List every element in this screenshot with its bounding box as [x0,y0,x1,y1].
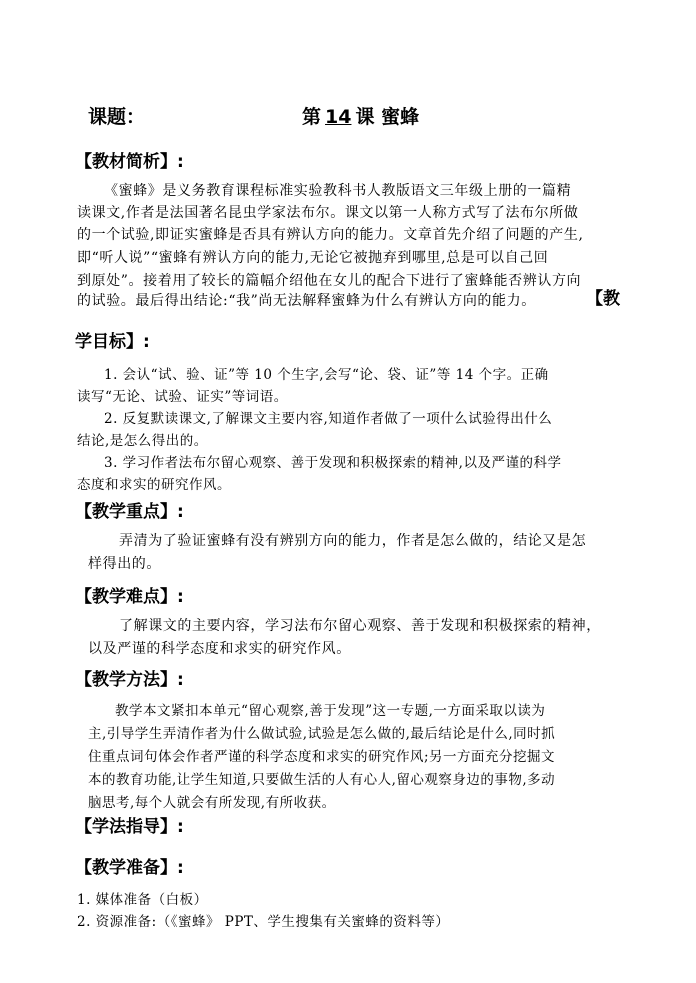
methods-line-1: 教学本文紧扣本单元“留心观察,善于发现”这一专题,一方面采取以读为 [115,703,546,719]
analysis-heading: 【教材简析】: [75,152,184,172]
lesson-prefix: 第 [302,106,322,128]
goals-line-2: 读写“无论、试验、证实”等词语。 [77,389,288,405]
preparation-heading: 【教学准备】: [75,858,184,878]
topic-label: 课题： [88,106,146,128]
guidance-heading: 【学法指导】: [75,817,184,837]
goals-line-3: 2. 反复默读课文,了解课文主要内容,知道作者做了一项什么试验得出什么 [104,411,553,427]
goals-line-5: 3. 学习作者法布尔留心观察、善于发现和积极探索的精神,以及严谨的科学 [104,455,562,471]
methods-line-2: 主,引导学生弄清作者为什么做试验,试验是怎么做的,最后结论是什么,同时抓 [88,726,556,742]
goals-heading: 学目标】: [75,332,150,352]
lesson-number: 14 [325,106,352,128]
goals-line-4: 结论,是怎么得出的。 [77,433,208,449]
preparation-line-2: 2. 资源准备:（《蜜蜂》 PPT、学生搜集有关蜜蜂的资料等） [77,914,450,930]
goals-line-6: 态度和求实的研究作风。 [77,477,231,493]
difficulty-line-1: 了解课文的主要内容，学习法布尔留心观察、善于发现和积极探索的精神， [119,618,601,634]
difficulty-line-2: 以及严谨的科学态度和求实的研究作风。 [88,641,351,657]
methods-heading: 【教学方法】: [75,670,184,690]
preparation-line-1: 1. 媒体准备（白板） [77,892,208,908]
analysis-line-3: 的一个试验,即证实蜜蜂是否具有辨认方向的能力。文章首先介绍了问题的产生, [77,227,584,243]
focus-line-2: 样得出的。 [88,556,161,572]
analysis-line-2: 读课文,作者是法国著名昆虫学家法布尔。课文以第一人称方式写了法布尔所做 [77,205,579,221]
focus-line-1: 弄清为了验证蜜蜂有没有辨别方向的能力，作者是怎么做的，结论又是怎 [119,533,587,549]
methods-line-5: 脑思考,每个人就会有所发现,有所收获。 [88,795,336,811]
methods-line-3: 住重点词句体会作者严谨的科学态度和求实的研究作风;另一方面充分挖掘文 [88,749,556,765]
difficulty-heading: 【教学难点】: [75,587,184,607]
analysis-line-1: 《蜜蜂》是义务教育课程标准实验教科书人教版语文三年级上册的一篇精 [104,183,572,199]
lesson-title [302,102,419,129]
analysis-line-4: 即“听人说”“蜜蜂有辨认方向的能力,无论它被抛弃到哪里,总是可以自己回 [77,250,549,266]
goals-heading-start: 【教 [586,289,620,309]
lesson-suffix: 课 蜜蜂 [355,106,420,128]
methods-line-4: 本的教育功能,让学生知道,只要做生活的人有心人,留心观察身边的事物,多动 [88,772,556,788]
analysis-line-5: 到原处”。接着用了较长的篇幅介绍他在女儿的配合下进行了蜜蜂能否辨认方向 [77,273,582,289]
analysis-line-6: 的试验。最后得出结论:“我”尚无法解释蜜蜂为什么有辨认方向的能力。 [77,293,536,309]
goals-line-1: 1. 会认“试、验、证”等 10 个生字,会写“论、袋、证”等 14 个字。正确 [104,367,549,383]
focus-heading: 【教学重点】: [75,502,184,522]
